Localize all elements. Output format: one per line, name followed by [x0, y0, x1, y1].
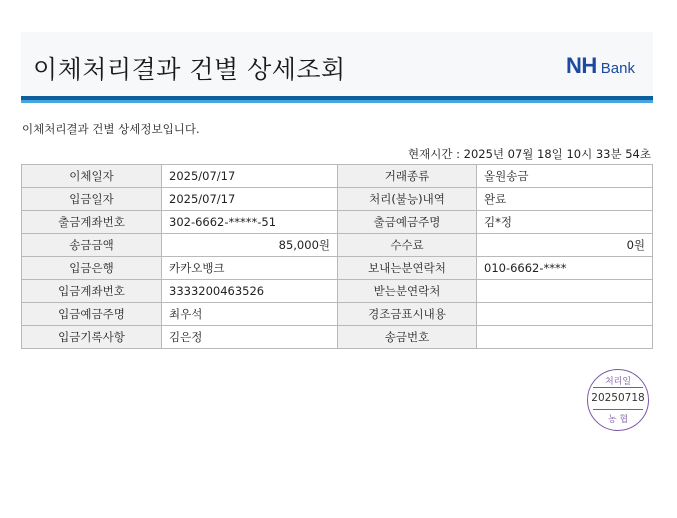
label-deposit-memo: 입금기록사항: [22, 326, 162, 349]
label-deposit-date: 입금일자: [22, 188, 162, 211]
table-row: [22, 326, 653, 349]
value-deposit-bank: 카카오뱅크: [162, 257, 338, 280]
value-process-status: 완료: [477, 188, 653, 211]
table-row: [22, 234, 653, 257]
label-transaction-type: 거래종류: [338, 165, 477, 188]
stamp-bottom-label: 농 협: [607, 415, 629, 425]
label-deposit-bank: 입금은행: [22, 257, 162, 280]
value-receiver-contact: [477, 280, 653, 303]
label-sender-contact: 보내는분연락처: [338, 257, 477, 280]
logo-bank-text: Bank: [600, 60, 635, 77]
stamp-date: 20250718: [591, 392, 645, 404]
value-withdraw-account: 302-6662-*****-51: [162, 211, 338, 234]
stamp-divider: [593, 387, 643, 388]
label-transfer-date: 이체일자: [22, 165, 162, 188]
label-fee: 수수료: [338, 234, 477, 257]
value-fee: 0원: [477, 234, 653, 257]
label-withdraw-account: 출금계좌번호: [22, 211, 162, 234]
value-sender-contact: 010-6662-****: [477, 257, 653, 280]
value-deposit-holder: 최우석: [162, 303, 338, 326]
table-row: [22, 211, 653, 234]
value-deposit-account: 3333200463526: [162, 280, 338, 303]
table-row: [22, 280, 653, 303]
page-title: 이체처리결과 건별 상세조회: [33, 55, 346, 84]
current-time: 현재시간 : 2025년 07월 18일 10시 33분 54초: [408, 147, 651, 161]
value-congrats-note: [477, 303, 653, 326]
value-transfer-amount: 85,000원: [162, 234, 338, 257]
label-withdraw-holder: 출금예금주명: [338, 211, 477, 234]
value-transfer-date: 2025/07/17: [162, 165, 338, 188]
label-deposit-account: 입금계좌번호: [22, 280, 162, 303]
page-description: 이체처리결과 건별 상세정보입니다.: [22, 122, 200, 136]
label-congrats-note: 경조금표시내용: [338, 303, 477, 326]
transfer-detail-table: [21, 164, 653, 349]
label-process-status: 처리(불능)내역: [338, 188, 477, 211]
table-row: [22, 188, 653, 211]
value-withdraw-holder: 김*정: [477, 211, 653, 234]
nh-bank-logo: [566, 53, 635, 79]
label-receiver-contact: 받는분연락처: [338, 280, 477, 303]
table-row: [22, 303, 653, 326]
table-row: [22, 165, 653, 188]
header-divider-light: [21, 100, 653, 103]
label-transfer-amount: 송금금액: [22, 234, 162, 257]
table-row: [22, 257, 653, 280]
processing-date-stamp: [587, 369, 649, 431]
page-header: [21, 32, 653, 96]
value-deposit-memo: 김은정: [162, 326, 338, 349]
logo-nh-text: NH: [566, 53, 597, 78]
label-deposit-holder: 입금예금주명: [22, 303, 162, 326]
stamp-divider: [593, 409, 643, 410]
stamp-top-label: 처리일: [604, 377, 632, 387]
label-remittance-number: 송금번호: [338, 326, 477, 349]
value-deposit-date: 2025/07/17: [162, 188, 338, 211]
value-remittance-number: [477, 326, 653, 349]
value-transaction-type: 올원송금: [477, 165, 653, 188]
